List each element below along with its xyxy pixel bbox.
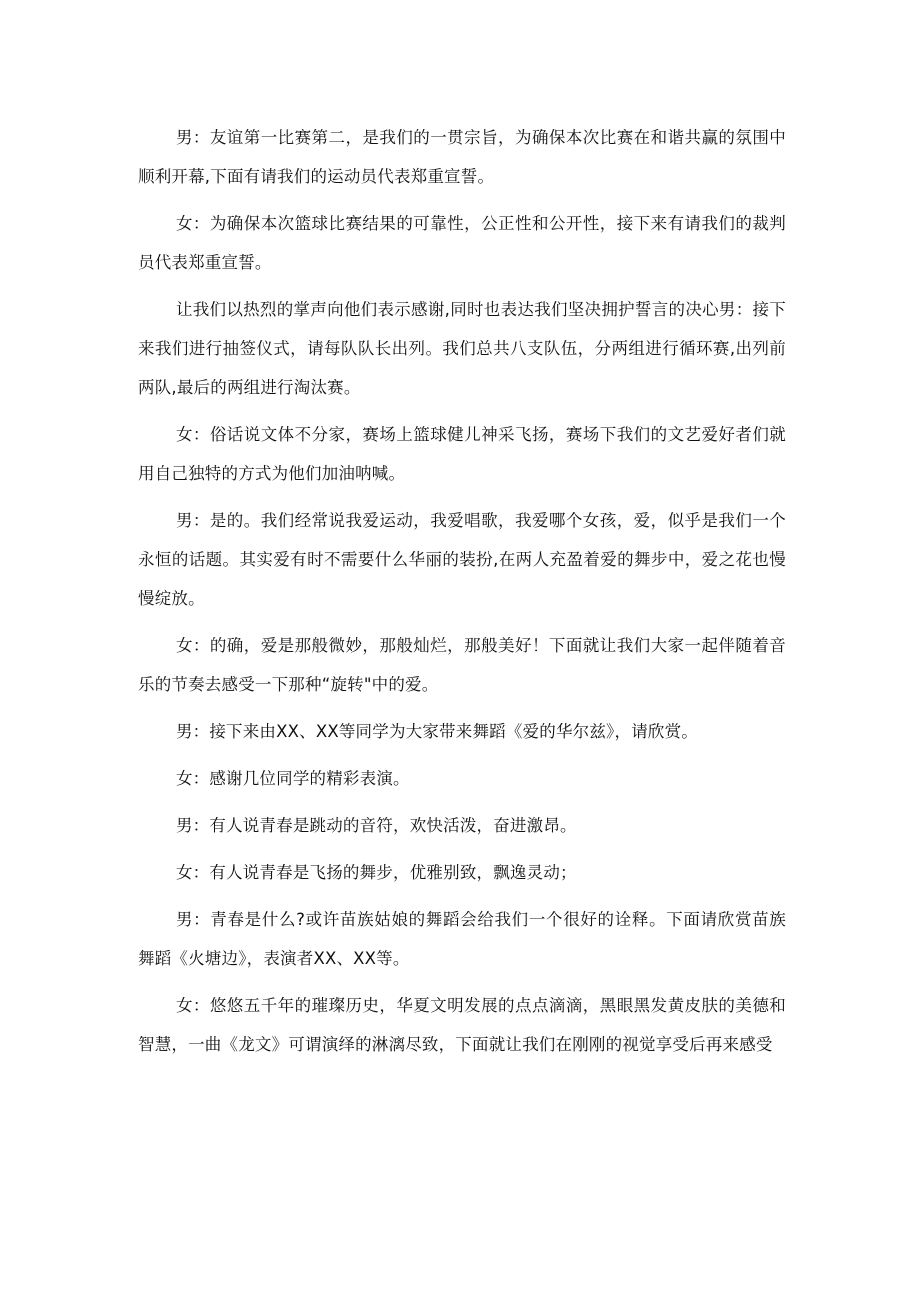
paragraph-2: 女：为确保本次篮球比赛结果的可靠性，公正性和公开性，接下来有请我们的裁判员代表郑重宣誓。	[138, 214, 786, 272]
document-body	[138, 118, 786, 1072]
paragraph-6: 女：的确，爱是那般微妙，那般灿烂，那般美好！下面就让我们大家一起伴随着音乐的节奏去感受一下那种“旋转"中的爱。	[138, 636, 786, 694]
paragraph-3: 让我们以热烈的掌声向他们表示感谢,同时也表达我们坚决拥护誓言的决心男：接下来我们进行抽签仪式，请每队队长出列。我们总共八支队伍，分两组进行循环赛,出列前两队,最后的两组进行淘汰赛。	[138, 300, 786, 397]
paragraph-11: 男：青春是什么?或许苗族姑娘的舞蹈会给我们一个很好的诠释。下面请欣赏苗族舞蹈《火塘边》，表演者XX、XX等。	[138, 910, 786, 968]
paragraph-9: 男：有人说青春是跳动的音符，欢快活泼，奋进激昂。	[175, 816, 577, 835]
paragraph-10: 女：有人说青春是飞扬的舞步，优雅别致，飘逸灵动；	[175, 863, 577, 882]
paragraph-4: 女：俗话说文体不分家，赛场上篮球健儿神采飞扬，赛场下我们的文艺爱好者们就用自己独特的方式为他们加油呐喊。	[138, 425, 786, 483]
paragraph-7: 男：接下来由XX、XX等同学为大家带来舞蹈《爱的华尔兹》，请欣赏。	[175, 722, 699, 741]
paragraph-5: 男：是的。我们经常说我爱运动，我爱唱歌，我爱哪个女孩，爱，似乎是我们一个永恒的话题。其实爱有时不需要什么华丽的装扮,在两人充盈着爱的舞步中，爱之花也慢慢绽放。	[138, 511, 786, 608]
paragraph-8: 女：感谢几位同学的精彩表演。	[175, 769, 410, 788]
paragraph-1: 男：友谊第一比赛第二，是我们的一贯宗旨，为确保本次比赛在和谐共赢的氛围中顺利开幕,下面有请我们的运动员代表郑重宣誓。	[138, 128, 786, 186]
paragraph-12: 女：悠悠五千年的璀璨历史，华夏文明发展的点点滴滴，黑眼黑发黄皮肤的美德和智慧，一曲《龙文》可谓演绎的淋漓尽致，下面就让我们在刚刚的视觉享受后再来感受	[138, 996, 786, 1054]
